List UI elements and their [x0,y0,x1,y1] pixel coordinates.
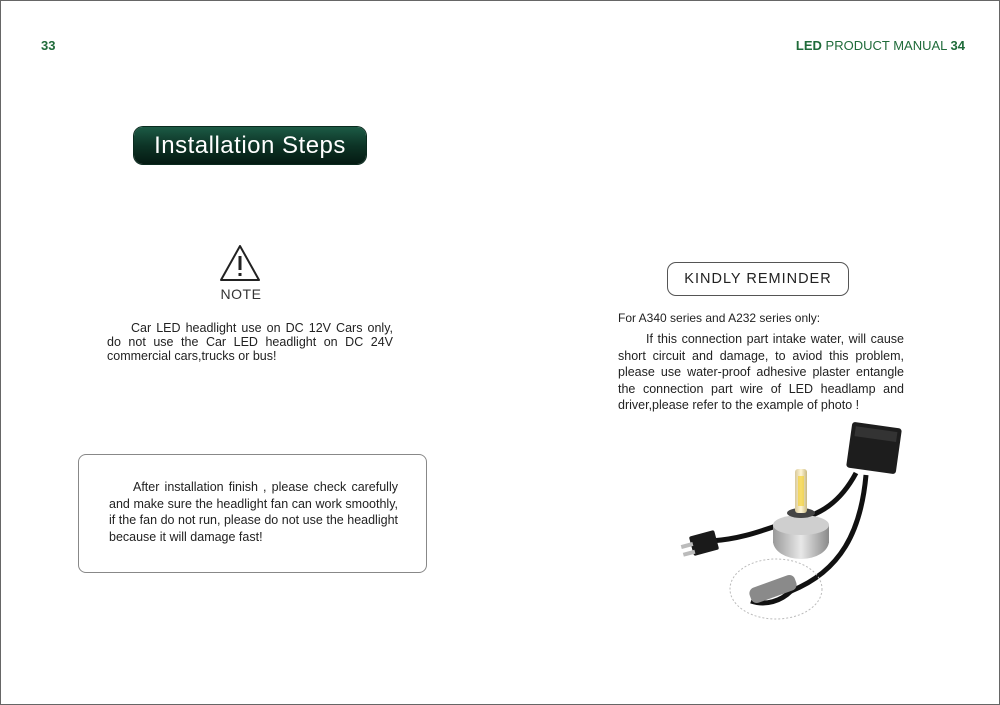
led-headlight-photo [671,421,921,631]
manual-title: PRODUCT MANUAL [825,38,947,53]
kindly-reminder-label: KINDLY REMINDER [667,262,849,296]
note-label: NOTE [220,286,262,302]
right-page-number: 34 [950,38,965,53]
running-header [796,38,965,53]
warning-triangle-icon [219,244,261,282]
reminder-text: If this connection part intake water, will cause short circuit and damage, to aviod this problem, please use water-proof adhesive plaster entangle the connection part wire of LED headlamp and driver,please refer to the example of photo ! [618,332,904,412]
series-note: For A340 series and A232 series only: [618,311,821,325]
section-title: Installation Steps [134,127,366,164]
check-text: After installation finish , please check carefully and make sure the headlight fan can work smoothly, if the fan do not run, please do not use the headlight because it will damage fast! [109,480,398,544]
brand-label: LED [795,38,822,53]
left-page-number: 33 [41,38,56,53]
note-text: Car LED headlight use on DC 12V Cars only, do not use the Car LED headlight on DC 24V commercial cars,trucks or bus! [107,321,393,363]
